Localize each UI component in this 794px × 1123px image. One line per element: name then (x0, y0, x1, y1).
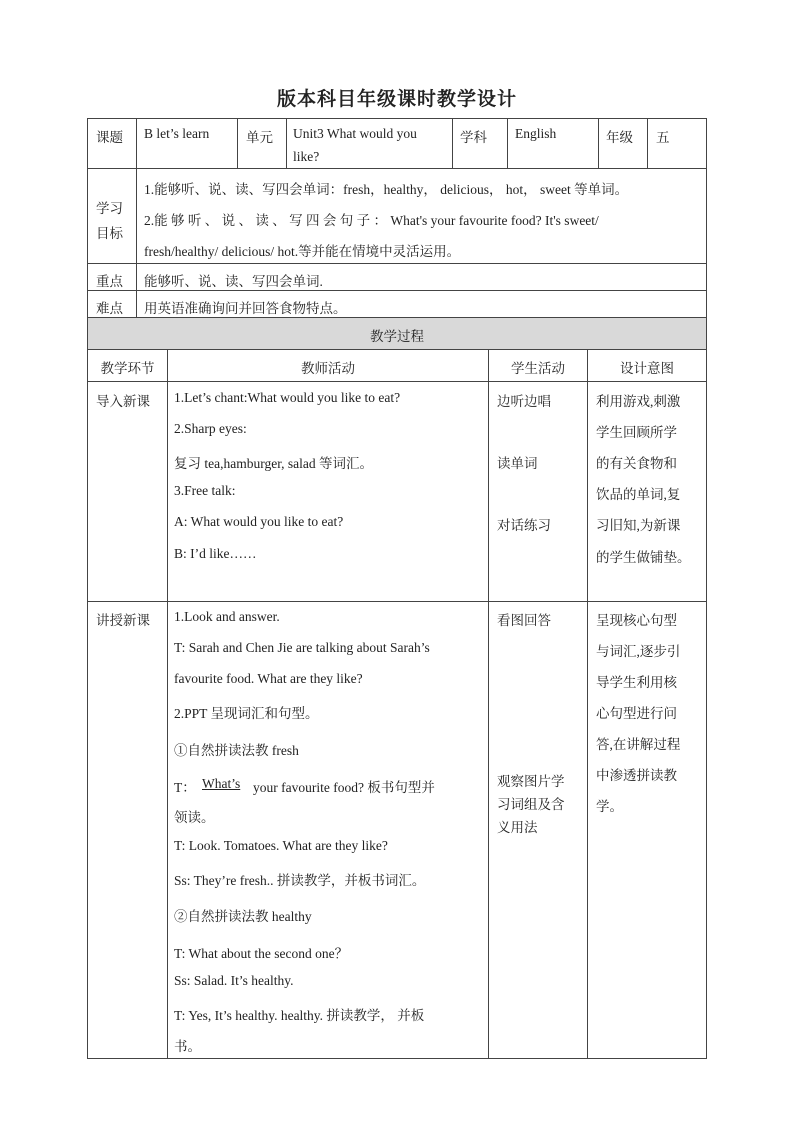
teacher-activity-line: T: Yes, It’s healthy. healthy. 拼读教学， 并板 (174, 1008, 425, 1023)
stage-label: 讲授新课 (96, 613, 150, 628)
row-divider (87, 290, 707, 291)
objective-line: 1.能够听、说、读、写四会单词：fresh，healthy， delicious， hot， sweet 等单词。 (144, 182, 629, 197)
teacher-activity-line: B: I’d like…… (174, 546, 257, 561)
student-activity: 义用法 (497, 820, 538, 835)
teacher-activity-line: 2.Sharp eyes: (174, 421, 247, 436)
design-intent-line: 学生回顾所学 (596, 425, 677, 440)
teacher-activity-line: T: What about the second one？ (174, 946, 349, 961)
student-activity: 观察图片学 (497, 774, 565, 789)
process-heading: 教学过程 (370, 329, 424, 344)
topic-label: 课题 (96, 130, 123, 145)
row-divider (87, 349, 707, 350)
student-activity: 边听边唱 (497, 394, 551, 409)
teacher-activity-line: ②自然拼读法教 healthy (174, 909, 312, 924)
teacher-activity-line: Ss: They’re fresh.. 拼读教学，并板书词汇。 (174, 873, 426, 888)
key-point-label: 重点 (96, 274, 123, 289)
column-header: 学生活动 (511, 361, 565, 376)
student-activity: 看图回答 (497, 613, 551, 628)
design-intent-line: 中渗透拼读教 (596, 768, 677, 783)
teacher-activity-line: 2.PPT 呈现词汇和句型。 (174, 706, 319, 721)
design-intent-line: 的有关食物和 (596, 456, 677, 471)
teacher-activity-underlined: What’s (202, 776, 241, 791)
teacher-activity-line: 3.Free talk: (174, 483, 236, 498)
unit-value-line2: like? (293, 149, 320, 164)
design-intent-line: 饮品的单词,复 (596, 487, 681, 502)
row-divider (87, 263, 707, 264)
key-point-value: 能够听、说、读、写四会单词. (144, 274, 323, 289)
teacher-activity-line: favourite food. What are they like? (174, 671, 363, 686)
col-divider (452, 118, 453, 168)
col-divider (598, 118, 599, 168)
difficulty-label: 难点 (96, 301, 123, 316)
teacher-activity-line: ①自然拼读法教 fresh (174, 743, 299, 758)
col-divider (136, 118, 137, 317)
teacher-activity-line: 1.Look and answer. (174, 609, 280, 624)
col-divider (647, 118, 648, 168)
teacher-activity-line: 1.Let’s chant:What would you like to eat? (174, 390, 401, 405)
subject-value: English (515, 126, 557, 141)
design-intent-line: 导学生利用核 (596, 675, 677, 690)
objectives-label: 学习 (96, 201, 123, 216)
design-intent-line: 学。 (596, 799, 623, 814)
teacher-activity-line: Ss: Salad. It’s healthy. (174, 973, 294, 988)
column-header: 设计意图 (620, 361, 674, 376)
row-divider (87, 601, 707, 602)
difficulty-value: 用英语准确询问并回答食物特点。 (144, 301, 347, 316)
stage-label: 导入新课 (96, 394, 150, 409)
page-title: 版本科目年级课时教学设计 (276, 88, 517, 110)
design-intent-line: 答,在讲解过程 (596, 737, 681, 752)
row-divider (87, 168, 707, 169)
column-header: 教学环节 (100, 361, 155, 376)
objective-line: fresh/healthy/ delicious/ hot.等并能在情境中灵活运用。 (144, 244, 461, 259)
col-divider (286, 118, 287, 168)
col-divider (237, 118, 238, 168)
student-activity: 对话练习 (497, 518, 551, 533)
design-intent-line: 心句型进行问 (596, 706, 677, 721)
grade-value: 五 (656, 130, 670, 145)
unit-value-line1: Unit3 What would you (293, 126, 417, 141)
design-intent-line: 习旧知,为新课 (596, 518, 681, 533)
subject-label: 学科 (460, 130, 487, 145)
teacher-activity-line: T： (174, 780, 196, 795)
teacher-activity-line: 领读。 (174, 810, 215, 825)
col-divider (167, 349, 168, 1059)
teacher-activity-line: A: What would you like to eat? (174, 514, 344, 529)
grade-label: 年级 (606, 130, 633, 145)
teacher-activity-line: T: Look. Tomatoes. What are they like? (174, 838, 388, 853)
teacher-activity-line: 书。 (174, 1039, 201, 1054)
design-intent-line: 利用游戏,刺激 (596, 394, 681, 409)
objectives-label: 目标 (96, 226, 123, 241)
teacher-activity-line: T: Sarah and Chen Jie are talking about Sarah’s (174, 640, 430, 655)
design-intent-line: 与词汇,逐步引 (596, 644, 681, 659)
teacher-activity-line: 复习 tea,hamburger, salad 等词汇。 (174, 456, 374, 471)
row-divider (87, 381, 707, 382)
column-header: 教师活动 (301, 361, 355, 376)
design-intent-line: 的学生做铺垫。 (596, 550, 691, 565)
col-divider (587, 349, 588, 1059)
objective-line: 2.能 够 听 、 说 、 读 、 写 四 会 句 子 ： What's your favourite food? It's sweet/ (144, 213, 599, 228)
teacher-activity-line: your favourite food? 板书句型并 (253, 780, 435, 795)
student-activity: 习词组及含 (497, 797, 565, 812)
student-activity: 读单词 (497, 456, 538, 471)
col-divider (507, 118, 508, 168)
col-divider (488, 349, 489, 1059)
topic-value: B let’s learn (144, 126, 210, 141)
design-intent-line: 呈现核心句型 (596, 613, 677, 628)
unit-label: 单元 (246, 130, 273, 145)
